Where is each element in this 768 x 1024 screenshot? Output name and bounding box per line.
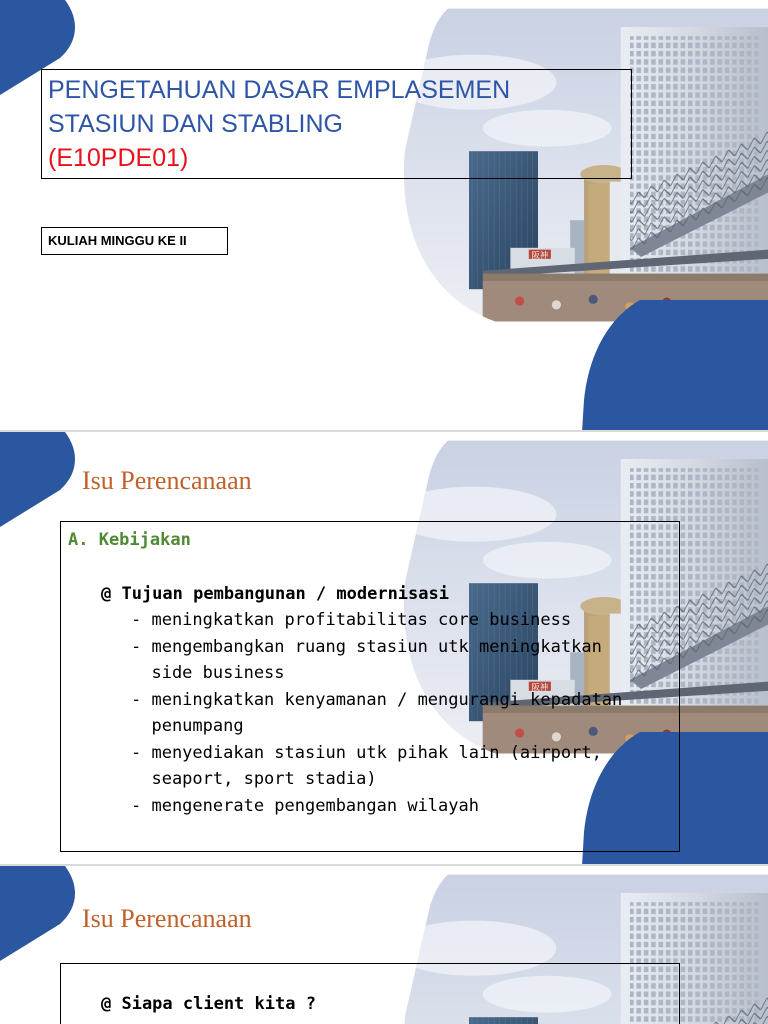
- slide-title: Isu Perencanaan: [82, 466, 252, 495]
- title-line-2: STASIUN DAN STABLING: [48, 110, 343, 138]
- purpose-heading: @ Tujuan pembangunan / modernisasi: [101, 584, 449, 604]
- course-code: (E10PDE01): [48, 144, 189, 172]
- top-left-blue-shape: [0, 866, 75, 961]
- slide-title: Isu Perencanaan: [82, 904, 252, 933]
- subtitle-box: KULIAH MINGGU KE II: [41, 227, 228, 255]
- list-item: penumpang: [131, 716, 244, 736]
- title-line-1: PENGETAHUAN DASAR EMPLASEMEN: [48, 76, 511, 104]
- slide1-background: [0, 0, 768, 432]
- client-heading: @ Siapa client kita ?: [101, 994, 316, 1014]
- list-item: seaport, sport stadia): [131, 769, 377, 789]
- list-item: side business: [131, 663, 285, 683]
- list-item: - meningkatkan kenyamanan / mengurangi kepadatan: [131, 690, 623, 710]
- list-item: - mengembangkan ruang stasiun utk meningkatkan: [131, 637, 602, 657]
- list-item: - meningkatkan profitabilitas core business: [131, 610, 572, 630]
- title-box: [41, 69, 632, 179]
- content-box: [60, 521, 680, 852]
- section-heading: A. Kebijakan: [68, 530, 191, 550]
- content-slide: [0, 432, 768, 866]
- list-item: - mengenerate pengembangan wilayah: [131, 796, 479, 816]
- top-left-blue-shape: [0, 432, 75, 527]
- content-box: [60, 963, 680, 1024]
- list-item: - menyediakan stasiun utk pihak lain (airport,: [131, 743, 602, 763]
- title-slide: [0, 0, 768, 432]
- content-slide-partial: [0, 866, 768, 1024]
